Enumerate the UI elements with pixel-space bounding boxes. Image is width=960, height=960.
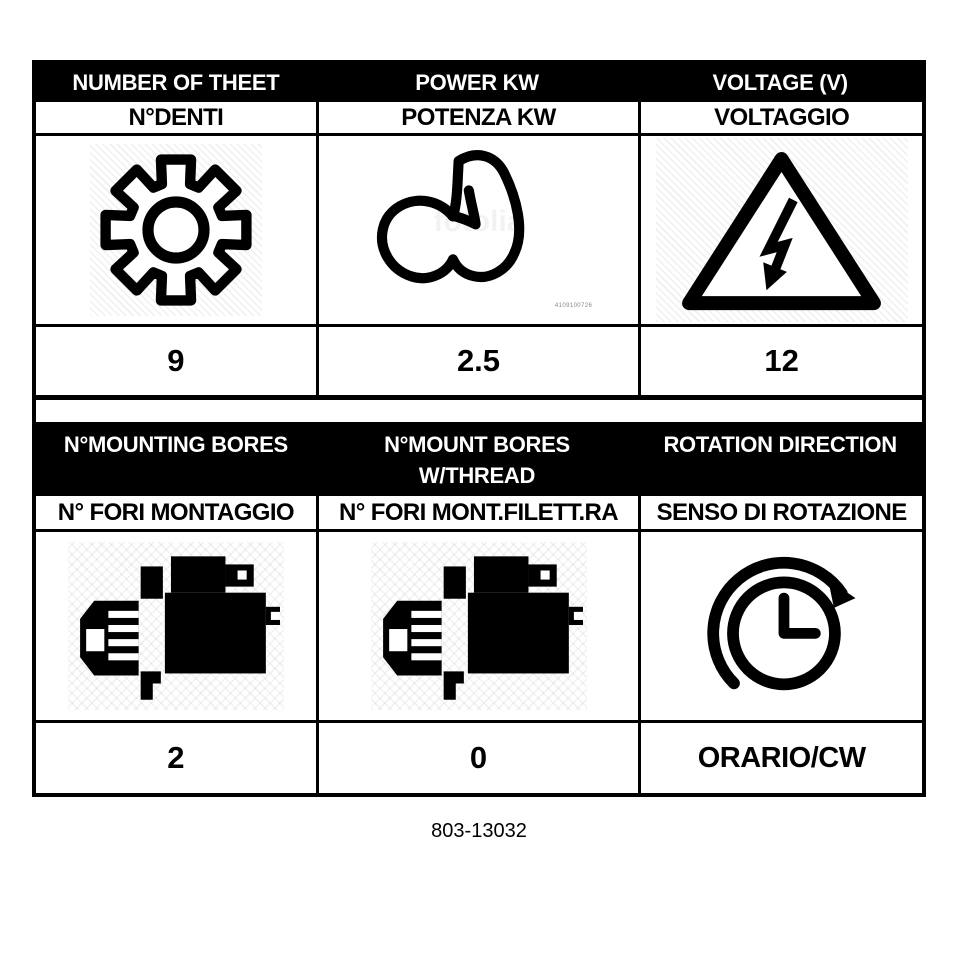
header-mount-bores-thread (316, 422, 639, 496)
subtitle-potenza (316, 102, 639, 133)
header-band-top (36, 64, 922, 102)
rotation-icon-stack (641, 532, 922, 720)
value-text: 2 (167, 740, 185, 775)
subtitle-denti (36, 102, 316, 133)
header-label: ROTATION DIRECTION (663, 432, 897, 457)
icon-cell-teeth (36, 136, 316, 324)
value-mounting-bores (36, 723, 316, 793)
icon-cell-power (316, 136, 639, 324)
header-mounting-bores (36, 422, 316, 496)
value-rotation (638, 723, 922, 793)
subtitle-label: N° FORI MONTAGGIO (57, 498, 294, 526)
subtitle-senso-rotazione (638, 496, 922, 529)
bicep-icon-stack (319, 136, 639, 324)
subtitle-fori-montaggio (36, 496, 316, 529)
part-number: 803-13032 (431, 820, 527, 842)
subtitle-row-top (36, 102, 922, 136)
value-row-bottom (36, 723, 922, 793)
header-voltage (638, 64, 922, 102)
header-label: NUMBER OF THEET (72, 70, 280, 95)
icon-cell-mount-bores-thread (316, 532, 639, 720)
header-power-kw (316, 64, 639, 102)
gear-icon-stack (36, 136, 316, 324)
high-voltage-icon (674, 144, 889, 316)
value-text: 2.5 (456, 343, 501, 378)
value-power (316, 327, 639, 395)
icon-cell-voltage (638, 136, 922, 324)
value-text: 9 (167, 343, 185, 378)
value-mount-bores-thread (316, 723, 639, 793)
value-text: 12 (764, 343, 799, 378)
icon-cell-rotation (638, 532, 922, 720)
subtitle-label: N° FORI MONT.FILETT.RA (338, 498, 619, 526)
watermark-stock-id: 4109100726 (554, 303, 593, 309)
subtitle-label: N°DENTI (128, 103, 224, 131)
value-voltage (638, 327, 922, 395)
header-label: N°MOUNTING BORES (63, 432, 288, 457)
value-teeth (36, 327, 316, 395)
header-label: POWER KW (415, 70, 539, 95)
icon-row-bottom (36, 532, 922, 723)
header-band-bottom (36, 422, 922, 496)
subtitle-voltaggio (638, 102, 922, 133)
icon-row-top (36, 136, 922, 327)
bicep-icon (366, 145, 592, 315)
section-spacer (36, 395, 922, 422)
spec-table (32, 60, 926, 797)
subtitle-row-bottom (36, 496, 922, 532)
gear-icon (96, 150, 256, 310)
voltage-icon-stack (641, 136, 922, 324)
value-text: 0 (469, 740, 488, 775)
subtitle-fori-filettati (316, 496, 639, 529)
subtitle-label: VOLTAGGIO (714, 103, 850, 131)
header-number-of-teeth (36, 64, 316, 102)
value-text: ORARIO/CW (697, 741, 866, 774)
starter-icon-stack (319, 532, 639, 720)
starter-icon-stack (36, 532, 316, 720)
header-label: VOLTAGE (V) (712, 70, 848, 95)
value-row-top (36, 327, 922, 395)
clockwise-rotation-icon (684, 543, 880, 710)
icon-cell-mounting-bores (36, 532, 316, 720)
subtitle-label: SENSO DI ROTAZIONE (656, 498, 907, 526)
subtitle-label: POTENZA KW (401, 103, 556, 131)
starter-motor-icon (373, 550, 585, 702)
header-rotation-direction (638, 422, 922, 496)
header-label: N°MOUNT BORES W/THREAD (384, 432, 570, 488)
starter-motor-icon (70, 550, 282, 702)
